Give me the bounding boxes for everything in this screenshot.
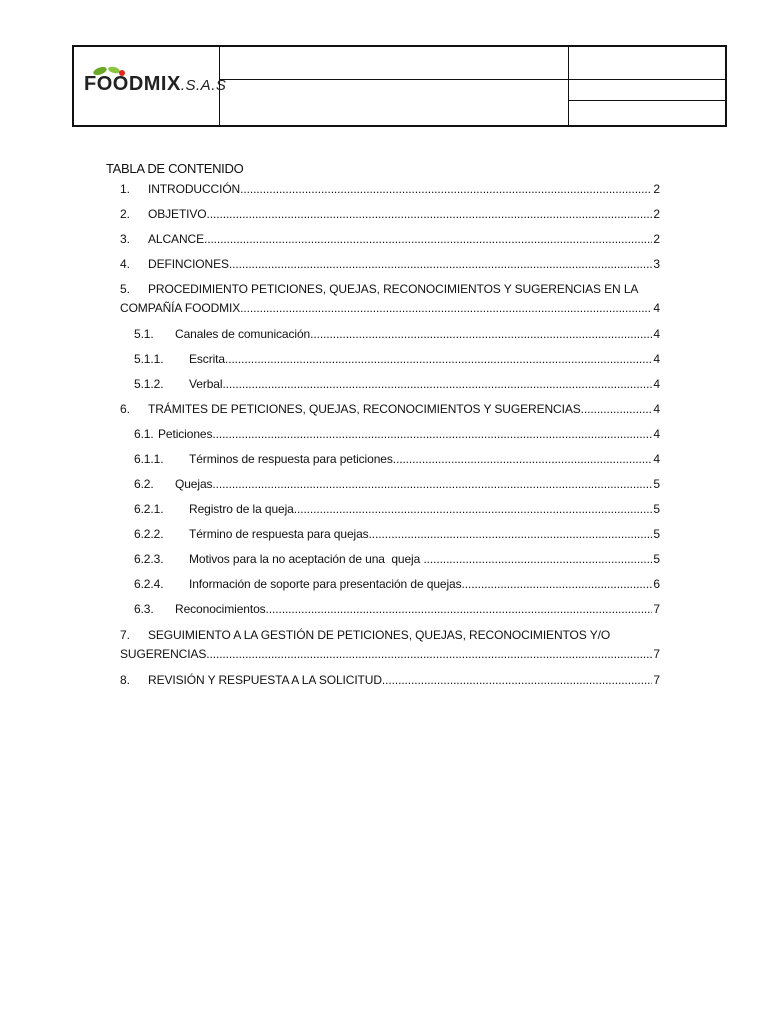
toc-entry[interactable]	[134, 552, 660, 566]
toc-entry-number: 6.2.4.	[134, 577, 164, 591]
toc-entry-number: 6.2.3.	[134, 552, 164, 566]
toc-entry-page: 4	[653, 327, 660, 341]
toc-leader	[210, 647, 653, 661]
toc-entry-page: 2	[653, 207, 660, 221]
toc-entry-label: Escrita	[189, 352, 225, 366]
toc-entry-label: Información de soporte para presentación de quejas	[189, 577, 462, 591]
toc-entry[interactable]	[134, 477, 660, 491]
toc-entry-page: 2	[653, 182, 660, 196]
toc-entry-page: 4	[653, 402, 660, 416]
toc-entry-number: 7.	[120, 628, 130, 642]
toc-entry-number: 6.2.2.	[134, 527, 164, 541]
toc-entry-label: COMPAÑÍA FOODMIX.	[120, 301, 244, 315]
toc-entry-number: 1.	[120, 182, 130, 196]
toc-entry-label: REVISIÓN Y RESPUESTA A LA SOLICITUD.	[148, 673, 386, 687]
toc-entry-label: Canales de comunicación	[175, 327, 311, 341]
toc-entry[interactable]	[120, 282, 660, 315]
toc-entry-number: 6.3.	[134, 602, 154, 616]
toc-entry-label: OBJETIVO	[148, 207, 207, 221]
toc-entry-page: 4	[653, 301, 660, 315]
toc-leader	[369, 527, 653, 541]
toc-entry-page: 4	[653, 452, 660, 466]
toc-entry-page: 5	[653, 552, 660, 566]
toc-entry-page: 5	[653, 477, 660, 491]
toc-entry-page: 7	[653, 602, 660, 616]
toc-entry-number: 3.	[120, 232, 130, 246]
toc-entry-label: Quejas	[175, 477, 213, 491]
toc-entry[interactable]	[134, 527, 660, 541]
toc-entry-number: 8.	[120, 673, 130, 687]
toc-entry-page: 7	[653, 647, 660, 661]
toc-entry-label: Verbal	[189, 377, 223, 391]
toc-entry-label: ALCANCE	[148, 232, 204, 246]
toc-leader	[240, 182, 652, 196]
toc-entry-number: 2.	[120, 207, 130, 221]
toc-entry-label: Registro de la queja	[189, 502, 294, 516]
toc-leader	[212, 427, 652, 441]
toc-entry-page: 7	[653, 673, 660, 687]
toc-entry[interactable]	[134, 502, 660, 516]
toc-leader	[229, 257, 653, 271]
toc-entry-number: 6.	[120, 402, 130, 416]
toc-leader	[385, 673, 652, 687]
toc-leader	[204, 232, 652, 246]
toc-entry-page: 2	[653, 232, 660, 246]
toc-entry[interactable]	[134, 577, 660, 591]
toc-entry-page: 5	[653, 527, 660, 541]
toc-entry-label: TRÁMITES DE PETICIONES, QUEJAS, RECONOCIMIENTOS Y SUGERENCIAS.	[148, 402, 584, 416]
toc-entry[interactable]	[134, 602, 660, 616]
header-divider	[568, 100, 725, 101]
toc-entry-page: 3	[653, 257, 660, 271]
toc-entry-label: INTRODUCCIÓN	[148, 182, 241, 196]
toc-entry-label: PROCEDIMIENTO PETICIONES, QUEJAS, RECONOCIMIENTOS Y SUGERENCIAS EN LA	[148, 282, 639, 296]
toc-leader	[266, 602, 653, 616]
toc-entry-page: 5	[653, 502, 660, 516]
header-divider	[219, 79, 725, 80]
logo-text: FOODMIX.S.A.S	[84, 73, 227, 95]
toc-entry-number: 5.	[120, 282, 130, 296]
toc-entry-label: SUGERENCIAS.	[120, 647, 210, 661]
toc-entry-number: 5.1.1.	[134, 352, 164, 366]
toc-entry[interactable]	[134, 377, 660, 391]
toc-leader	[310, 327, 652, 341]
toc-entry-number: 6.1.	[134, 427, 154, 441]
toc-leader	[423, 552, 652, 566]
toc-leader	[212, 477, 652, 491]
toc-entry[interactable]	[120, 232, 660, 246]
toc-entry[interactable]	[120, 673, 660, 687]
toc-entry-label: Peticiones	[158, 427, 213, 441]
toc-entry[interactable]	[120, 257, 660, 271]
toc-entry-number: 6.2.1.	[134, 502, 164, 516]
toc-leader	[393, 452, 653, 466]
header-divider	[568, 47, 569, 125]
toc-entry-label: DEFINCIONES	[148, 257, 229, 271]
document-header-table	[72, 45, 727, 127]
toc-entry-label: Motivos para la no aceptación de una queja	[189, 552, 424, 566]
toc-entry-label: SEGUIMIENTO A LA GESTIÓN DE PETICIONES, QUEJAS, RECONOCIMIENTOS Y/O	[148, 628, 611, 642]
toc-entry[interactable]	[120, 182, 660, 196]
toc-entry[interactable]	[134, 427, 660, 441]
toc-leader	[207, 207, 653, 221]
toc-entry-label: Término de respuesta para quejas	[189, 527, 369, 541]
toc-entry-number: 5.1.2.	[134, 377, 164, 391]
toc-entry-number: 5.1.	[134, 327, 154, 341]
toc-entry-number: 6.2.	[134, 477, 154, 491]
toc-entry[interactable]	[120, 402, 660, 416]
toc-leader	[225, 352, 652, 366]
toc-entry-label: Reconocimientos	[175, 602, 266, 616]
toc-entry[interactable]	[120, 207, 660, 221]
toc-entry-page: 4	[653, 377, 660, 391]
toc-entry-page: 6	[653, 577, 660, 591]
toc-entry-number: 4.	[120, 257, 130, 271]
company-logo	[84, 65, 227, 105]
toc-entry[interactable]	[134, 452, 660, 466]
toc-title: TABLA DE CONTENIDO	[106, 161, 244, 176]
toc-entry[interactable]	[134, 327, 660, 341]
toc-leader	[584, 402, 653, 416]
toc-entry-page: 4	[653, 352, 660, 366]
toc-entry-label: Términos de respuesta para peticiones	[189, 452, 393, 466]
toc-leader	[243, 301, 652, 315]
toc-leader	[222, 377, 652, 391]
toc-entry[interactable]	[120, 628, 660, 661]
toc-leader	[462, 577, 653, 591]
toc-leader	[294, 502, 653, 516]
toc-entry-page: 4	[653, 427, 660, 441]
toc-entry[interactable]	[134, 352, 660, 366]
toc-entry-number: 6.1.1.	[134, 452, 164, 466]
